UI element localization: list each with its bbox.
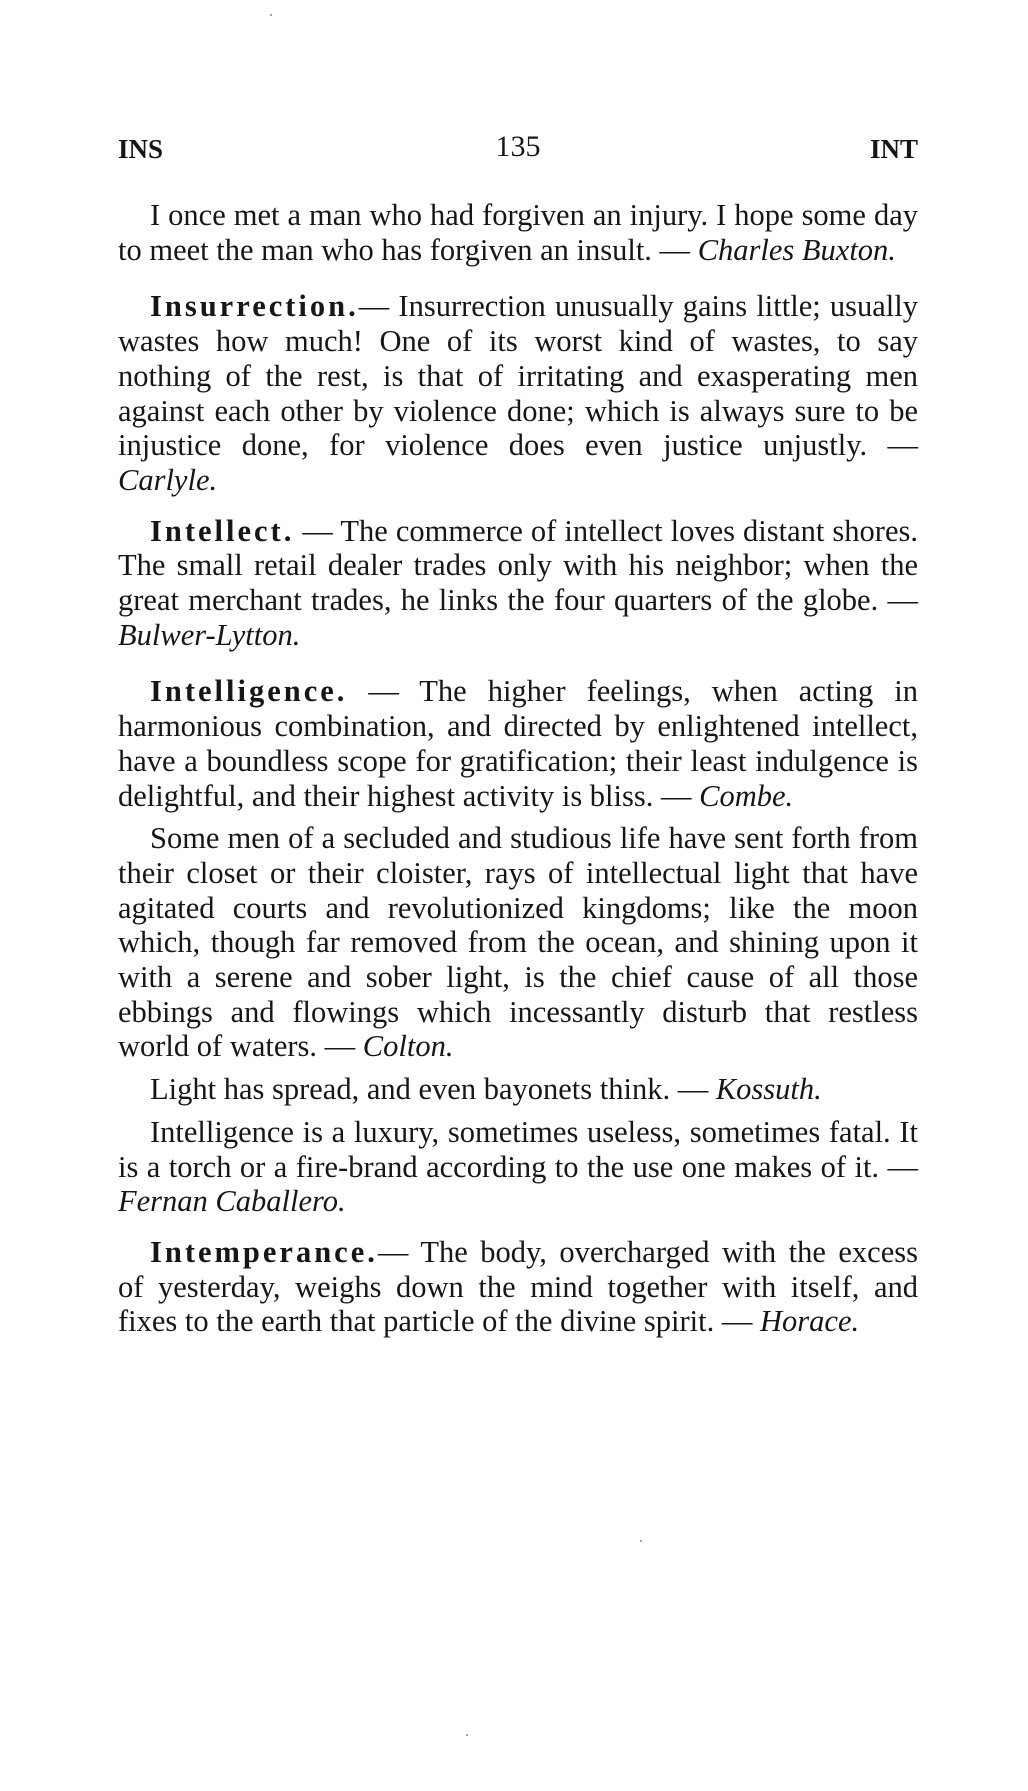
quote-entry (118, 674, 918, 813)
page-body (118, 198, 918, 1339)
quote-author: Kossuth. (715, 1072, 822, 1107)
topic-heading: Intemperance. (150, 1234, 378, 1269)
quote-author: Horace. (760, 1304, 860, 1339)
page-number: 135 (495, 130, 541, 163)
quote-author: Charles Buxton. (697, 232, 896, 267)
quote-text: Some men of a secluded and studious life have sent forth from their closet or their cloister, rays of intellectual light that have agitated courts and revolutionized kingdoms; like the moon which, though far removed from the ocean, and shining upon it with a serene and sober light, is the chief cause of all those ebbings and flowings which incessantly disturb that restless world of waters. — (118, 821, 918, 1064)
quote-text: — The commerce of intellect loves distant shores. The small retail dealer trades only with his neighbor; when the great merchant trades, he links the four quarters of the globe. — (118, 513, 918, 618)
quote-entry (118, 821, 918, 1064)
print-speck (640, 1540, 642, 1542)
quote-entry (118, 198, 918, 267)
quote-text: — The body, overcharged with the excess of yesterday, weighs down the mind together with itself, and fixes to the earth that particle of the divine spirit. — (118, 1234, 918, 1339)
running-head-left: INS (118, 134, 164, 164)
print-speck (466, 1734, 468, 1736)
quote-text: Light has spread, and even bayonets think. — (150, 1072, 716, 1107)
quote-entry (118, 1115, 918, 1219)
quote-author: Bulwer-Lytton. (118, 617, 301, 652)
quote-author: Fernan Caballero. (118, 1184, 346, 1219)
quote-text: — Insurrection unusually gains little; usually wastes how much! One of its worst kind of wastes, to say nothing of the rest, is that of irritating and exasperating men against each other by violence done; which is always sure to be injustice done, for violence does even justice unjustly. — (118, 289, 918, 463)
quote-entry (118, 289, 918, 497)
running-head-right: INT (869, 134, 918, 164)
running-head (118, 130, 918, 170)
quote-author: Carlyle. (118, 462, 218, 497)
topic-heading: Intelligence. (150, 674, 348, 709)
quote-text: Intelligence is a luxury, sometimes useless, sometimes fatal. It is a torch or a fire-brand according to the use one makes of it. — (118, 1114, 918, 1184)
print-speck (270, 14, 272, 16)
quote-entry (118, 1072, 918, 1107)
topic-heading: Insurrection. (150, 289, 359, 324)
quote-author: Colton. (362, 1029, 454, 1064)
quote-entry (118, 1235, 918, 1339)
quote-author: Combe. (699, 778, 794, 813)
quote-text: — The higher feelings, when acting in harmonious combination, and directed by enlightened intellect, have a boundless scope for gratification; their least indulgence is delightful, and their highest activity is bliss. — (118, 674, 918, 813)
topic-heading: Intellect. (150, 513, 295, 548)
quote-entry (118, 514, 918, 653)
quote-text: I once met a man who had forgiven an injury. I hope some day to meet the man who has forgiven an insult. — (118, 198, 918, 267)
